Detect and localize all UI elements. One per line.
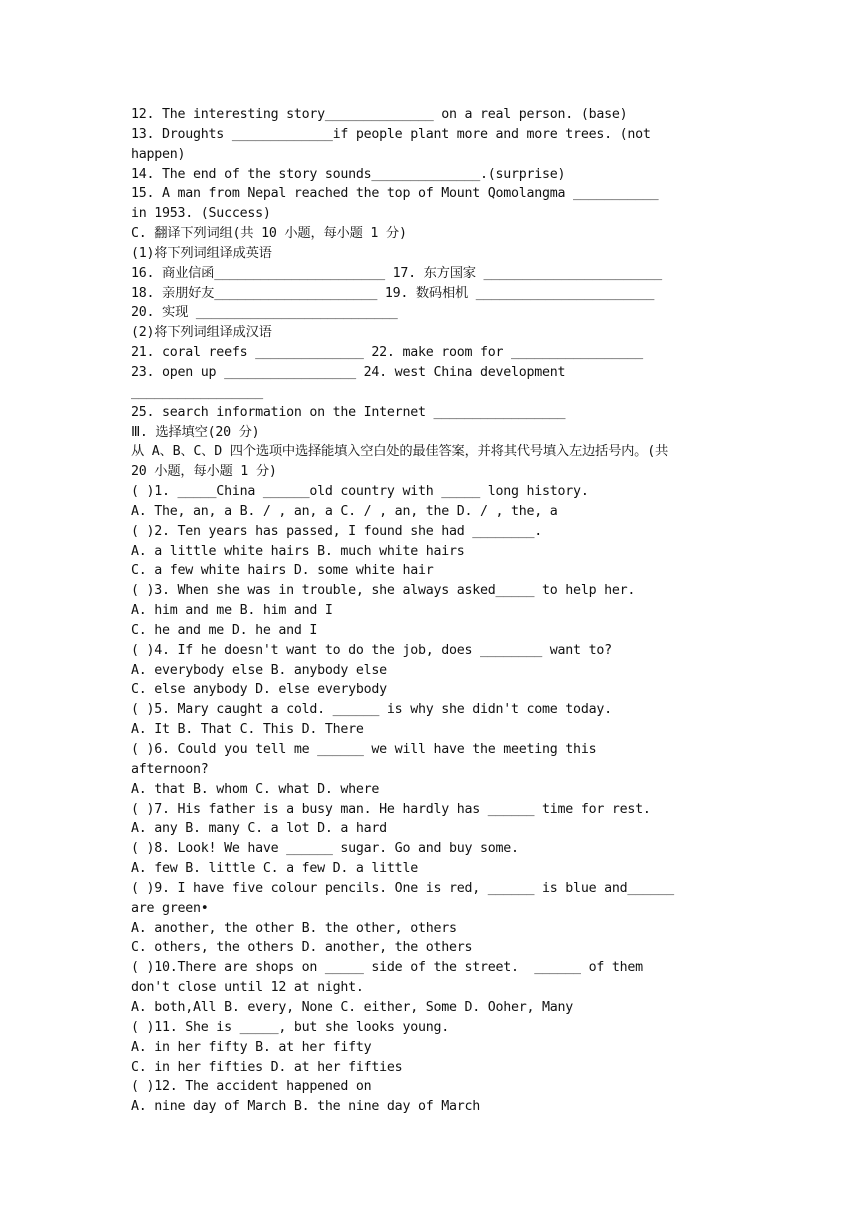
line-18-19: 18. 亲朋好友_____________________ 19. 数码相机 _______________________ xyxy=(131,285,655,301)
section-3-heading: Ⅲ. 选择填空(20 分) xyxy=(131,424,260,440)
mc-question-6-continued: afternoon? xyxy=(131,761,209,777)
document-body xyxy=(131,105,741,1117)
mc-question-3: ( )3. When she was in trouble, she always asked_____ to help her. xyxy=(131,583,636,599)
mc-question-6: ( )6. Could you tell me ______ we will have the meeting this xyxy=(131,742,597,757)
line-12-question: 12. The interesting story______________ on a real person. (base) xyxy=(131,107,628,122)
mc-options-9-ab: A. another, the other B. the other, others xyxy=(131,920,457,936)
mc-question-8: ( )8. Look! We have ______ sugar. Go and buy some. xyxy=(131,841,519,857)
mc-question-12: ( )12. The accident happened on xyxy=(131,1079,372,1095)
mc-options-2-ab: A. a little white hairs B. much white hairs xyxy=(131,543,465,559)
mc-question-4: ( )4. If he doesn't want to do the job, does ________ want to? xyxy=(131,642,612,658)
section-3-instruction-continued: 20 小题，每小题 1 分) xyxy=(131,464,277,480)
mc-question-2: ( )2. Ten years has passed, I found she had ________. xyxy=(131,523,543,539)
line-16-17: 16. 商业信函______________________ 17. 东方国家 _______________________ xyxy=(131,265,662,281)
line-25: 25. search information on the Internet _________________ xyxy=(131,404,566,420)
line-21-22: 21. coral reefs ______________ 22. make room for _________________ xyxy=(131,345,643,361)
line-23-24: 23. open up _________________ 24. west China development xyxy=(131,364,566,380)
mc-options-5: A. It B. That C. This D. There xyxy=(131,722,364,738)
section-c-heading: C. 翻译下列词组(共 10 小题，每小题 1 分) xyxy=(131,226,407,242)
mc-question-5: ( )5. Mary caught a cold. ______ is why she didn't come today. xyxy=(131,702,612,718)
subsection-2-heading: (2)将下列词组译成汉语 xyxy=(131,325,272,341)
mc-question-1: ( )1. _____China ______old country with _____ long history. xyxy=(131,484,589,500)
line-15-continued: in 1953. (Success) xyxy=(131,206,271,222)
mc-question-7: ( )7. His father is a busy man. He hardly has ______ time for rest. xyxy=(131,801,651,817)
mc-options-4-cd: C. else anybody D. else everybody xyxy=(131,682,387,698)
mc-options-8: A. few B. little C. a few D. a little xyxy=(131,861,418,877)
mc-options-12-ab: A. nine day of March B. the nine day of March xyxy=(131,1099,480,1115)
line-14-question: 14. The end of the story sounds______________.(surprise) xyxy=(131,166,566,182)
mc-options-10: A. both,All B. every, None C. either, Some D. Ooher, Many xyxy=(131,999,574,1015)
mc-options-6: A. that B. whom C. what D. where xyxy=(131,781,380,797)
mc-options-4-ab: A. everybody else B. anybody else xyxy=(131,662,387,678)
mc-options-3-ab: A. him and me B. him and I xyxy=(131,603,333,619)
mc-question-9: ( )9. I have five colour pencils. One is red, ______ is blue and______ xyxy=(131,880,674,896)
mc-options-11-cd: C. in her fifties D. at her fifties xyxy=(131,1059,403,1075)
mc-options-7: A. any B. many C. a lot D. a hard xyxy=(131,821,387,837)
mc-question-9-continued: are green• xyxy=(131,900,209,916)
mc-options-1: A. The, an, a B. / , an, a C. / , an, the D. / , the, a xyxy=(131,503,558,519)
line-20: 20. 实现 __________________________ xyxy=(131,305,398,321)
mc-question-10-continued: don't close until 12 at night. xyxy=(131,980,364,996)
subsection-1-heading: (1)将下列词组译成英语 xyxy=(131,245,272,261)
line-15-question: 15. A man from Nepal reached the top of Mount Qomolangma ___________ xyxy=(131,186,659,202)
mc-options-2-cd: C. a few white hairs D. some white hair xyxy=(131,563,434,579)
mc-options-11-ab: A. in her fifty B. at her fifty xyxy=(131,1039,372,1055)
line-13-question: 13. Droughts _____________if people plant more and more trees. (not xyxy=(131,126,651,142)
mc-question-11: ( )11. She is _____, but she looks young. xyxy=(131,1019,449,1035)
line-13-continued: happen) xyxy=(131,146,186,162)
mc-options-3-cd: C. he and me D. he and I xyxy=(131,622,318,638)
section-3-instruction: 从 A、B、C、D 四个选项中选择能填入空白处的最佳答案，并将其代号填入左边括号内。(共 xyxy=(131,444,669,460)
line-24-blank: _________________ xyxy=(131,384,263,400)
mc-question-10: ( )10.There are shops on _____ side of the street. ______ of them xyxy=(131,960,643,976)
mc-options-9-cd: C. others, the others D. another, the others xyxy=(131,940,473,956)
